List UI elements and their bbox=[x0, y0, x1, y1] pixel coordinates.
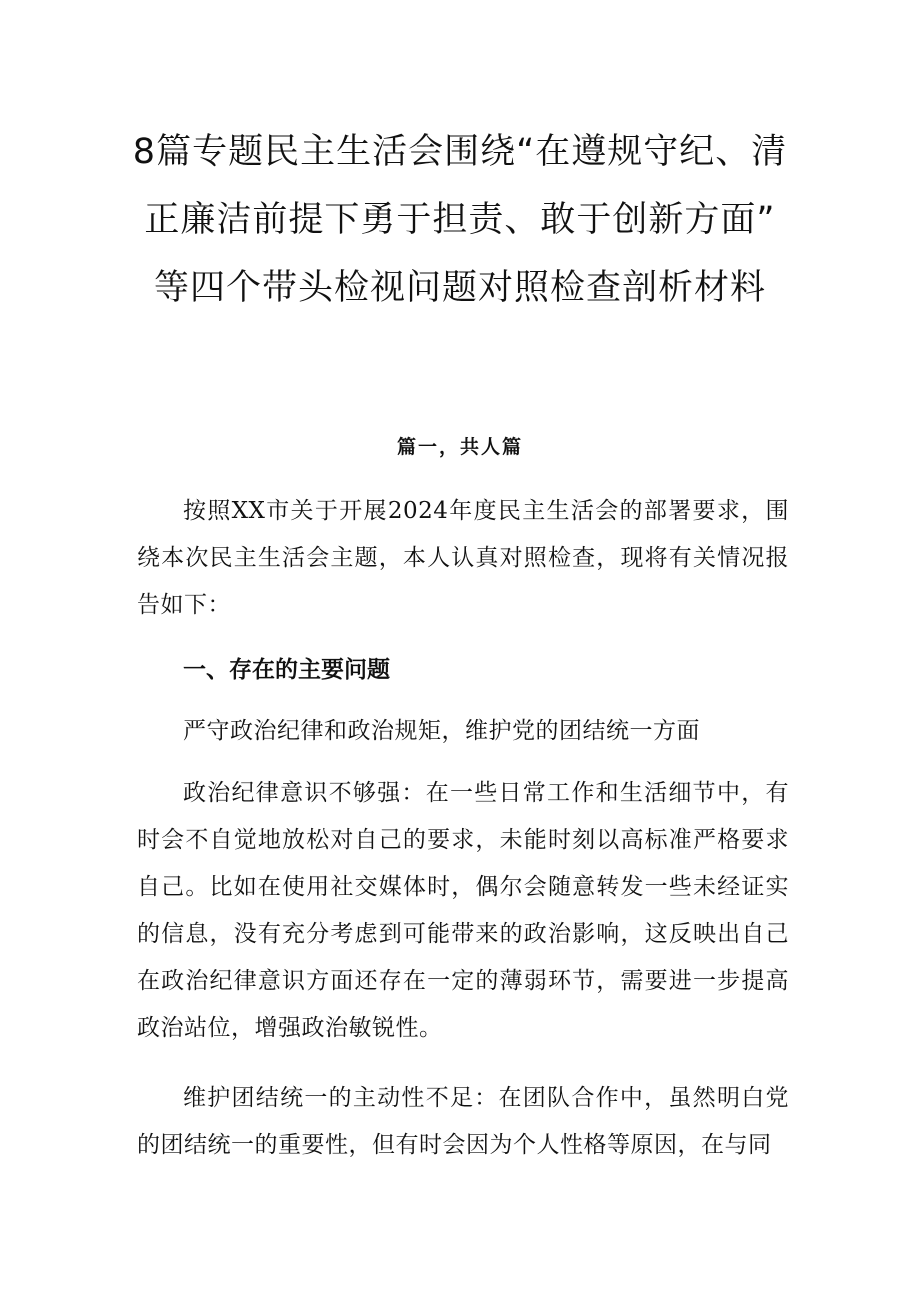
section-title: 篇一，共人篇 bbox=[396, 436, 523, 458]
document-title bbox=[120, 118, 800, 322]
section-heading: 一、存在的主要问题 bbox=[183, 656, 390, 683]
body-paragraph-1: 政治纪律意识不够强：在一些日常工作和生活细节中，有时会不自觉地放松对自己的要求，未能时刻以高标准严格要求自己。比如在使用社交媒体时，偶尔会随意转发一些未经证实的信息，没有充分考虑到可能带来的政治影响，这反映出自己在政治纪律意识方面还存在一定的薄弱环节，需要进一步提高政治站位，增强政治敏锐性。 bbox=[137, 780, 789, 1041]
body-paragraph-2: 维护团结统一的主动性不足：在团队合作中，虽然明白党的团结统一的重要性，但有时会因为个人性格等原因，在与同 bbox=[137, 1085, 789, 1158]
title-line-1: 8篇专题民主生活会围绕“在遵规守纪、清 bbox=[132, 132, 788, 172]
intro-paragraph: 按照XX市关于开展2024年度民主生活会的部署要求，围绕本次民主生活会主题，本人认真对照检查，现将有关情况报告如下： bbox=[137, 498, 789, 618]
subheading: 严守政治纪律和政治规矩，维护党的团结统一方面 bbox=[183, 718, 700, 744]
title-line-2: 正廉洁前提下勇于担责、敢于创新方面” bbox=[144, 200, 776, 240]
title-line-3: 等四个带头检视问题对照检查剖析材料 bbox=[153, 268, 766, 308]
